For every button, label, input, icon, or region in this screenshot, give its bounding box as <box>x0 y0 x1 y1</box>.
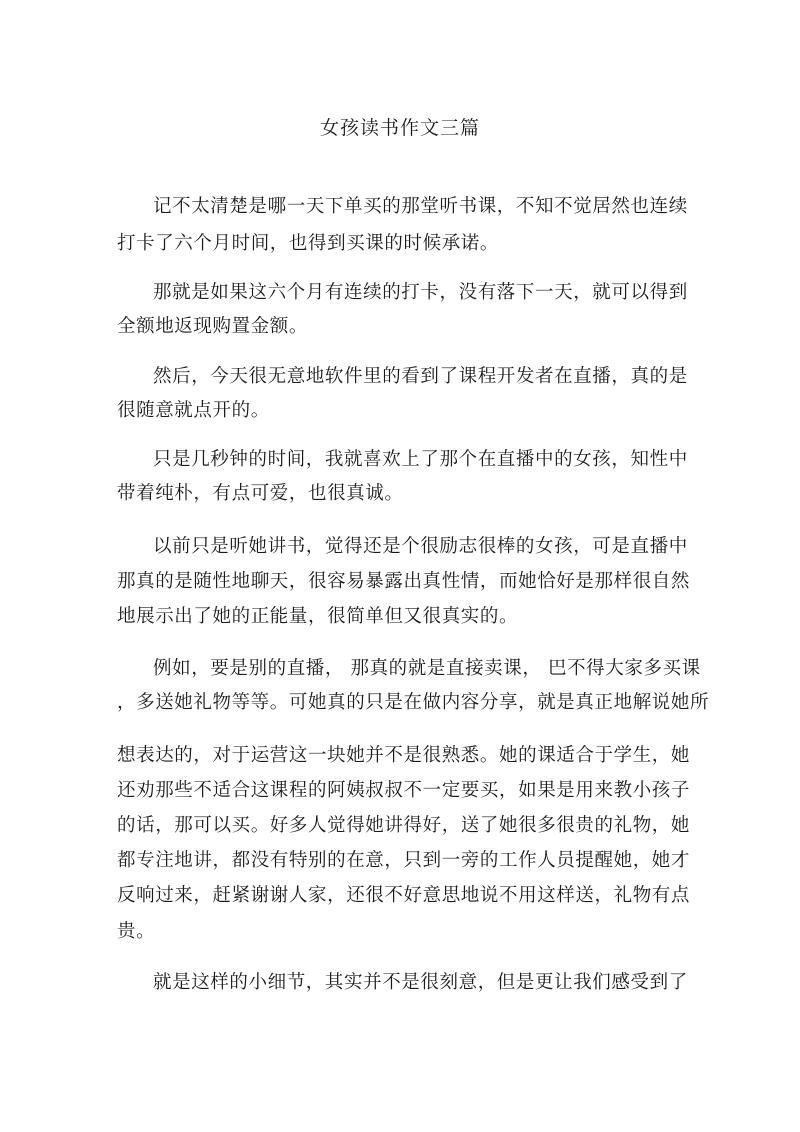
text-line: 想表达的，对于运营这一块她并不是很熟悉。她的课适合于学生，她 <box>117 745 691 766</box>
text-line: 带着纯朴，有点可爱，也很真诚。 <box>117 483 404 504</box>
text-line: 例如，要是别的直播， 那真的就是直接卖课， 巴不得大家多买课 <box>153 658 701 679</box>
text-line: 反响过来，赶紧谢谢人家，还很不好意思地说不用这样送，礼物有点 <box>117 885 691 906</box>
text-line: 就是这样的小细节，其实并不是很刻意，但是更让我们感受到了 <box>153 972 688 993</box>
text-line: 全额地返现购置金额。 <box>117 316 309 337</box>
text-line: 很随意就点开的。 <box>117 400 270 421</box>
text-line: 打卡了六个月时间，也得到买课的时候承诺。 <box>117 233 500 254</box>
text-line: 只是几秒钟的时间，我就喜欢上了那个在直播中的女孩，知性中 <box>153 449 688 470</box>
text-line: 然后，今天很无意地软件里的看到了课程开发者在直播，真的是 <box>153 366 688 387</box>
text-line: ，多送她礼物等等。可她真的只是在做内容分享，就是真正地解说她所 <box>117 692 710 713</box>
text-line: 以前只是听她讲书，觉得还是个很励志很棒的女孩，可是直播中 <box>153 536 688 557</box>
text-line: 那就是如果这六个月有连续的打卡，没有落下一天，就可以得到 <box>153 282 688 303</box>
text-line: 还劝那些不适合这课程的阿姨叔叔不一定要买，如果是用来教小孩子 <box>117 780 691 801</box>
text-line: 的话，那可以买。好多人觉得她讲得好，送了她很多很贵的礼物，她 <box>117 815 691 836</box>
text-line: 地展示出了她的正能量，很简单但又很真实的。 <box>117 606 519 627</box>
text-line: 那真的是随性地聊天，很容易暴露出真性情，而她恰好是那样很自然 <box>117 571 691 592</box>
text-line: 都专注地讲，都没有特别的在意，只到一旁的工作人员提醒她，她才 <box>117 850 691 871</box>
text-line: 贵。 <box>117 921 156 942</box>
text-line: 记不太清楚是哪一天下单买的那堂听书课，不知不觉居然也连续 <box>153 196 688 217</box>
document-title: 女孩读书作文三篇 <box>319 117 480 139</box>
